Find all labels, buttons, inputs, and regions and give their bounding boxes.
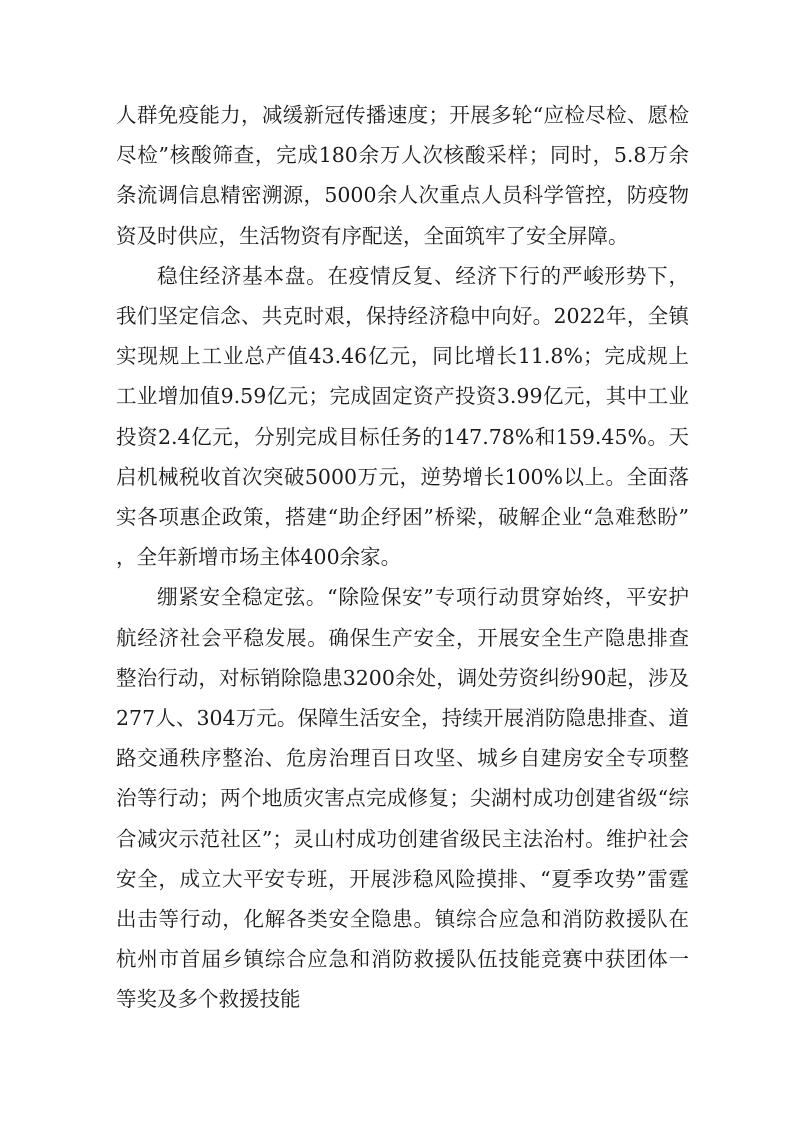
paragraph-economy: 稳住经济基本盘。在疫情反复、经济下行的严峻形势下，我们坚定信念、共克时艰，保持经济稳中向好。2022年，全镇实现规上工业总产值43.46亿元，同比增长11.8%；完成规上工业增加值9.59亿元；完成固定资产投资3.99亿元，其中工业投资2.4亿元，分别完成目标任务的147.78%和159.45%。天启机械税收首次突破5000万元，逆势增长100%以上。全面落实各项惠企政策，搭建“助企纾困”桥梁，破解企业“急难愁盼”，全年新增市场主体400余家。 <box>116 263 689 570</box>
paragraph-epidemic-prevention: 人群免疫能力，减缓新冠传播速度；开展多轮“应检尽检、愿检尽检”核酸筛查，完成180余万人次核酸采样；同时，5.8万余条流调信息精密溯源，5000余人次重点人员科学管控，防疫物资及时供应，生活物资有序配送，全面筑牢了安全屏障。 <box>116 103 689 248</box>
paragraph-safety-stability: 绷紧安全稳定弦。“除险保安”专项行动贯穿始终，平安护航经济社会平稳发展。确保生产安全，开展安全生产隐患排查整治行动，对标销除隐患3200余处，调处劳资纠纷90起，涉及277人、304万元。保障生活安全，持续开展消防隐患排查、道路交通秩序整治、危房治理百日攻坚、城乡自建房安全专项整治等行动；两个地质灾害点完成修复；尖湖村成功创建省级“综合减灾示范社区”；灵山村成功创建省级民主法治村。维护社会安全，成立大平安专班，开展涉稳风险摸排、“夏季攻势”雷霆出击等行动，化解各类安全隐患。镇综合应急和消防救援队在杭州市首届乡镇综合应急和消防救援队伍技能竞赛中获团体一等奖及多个救援技能 <box>116 585 689 1012</box>
document-body <box>116 95 689 1020</box>
